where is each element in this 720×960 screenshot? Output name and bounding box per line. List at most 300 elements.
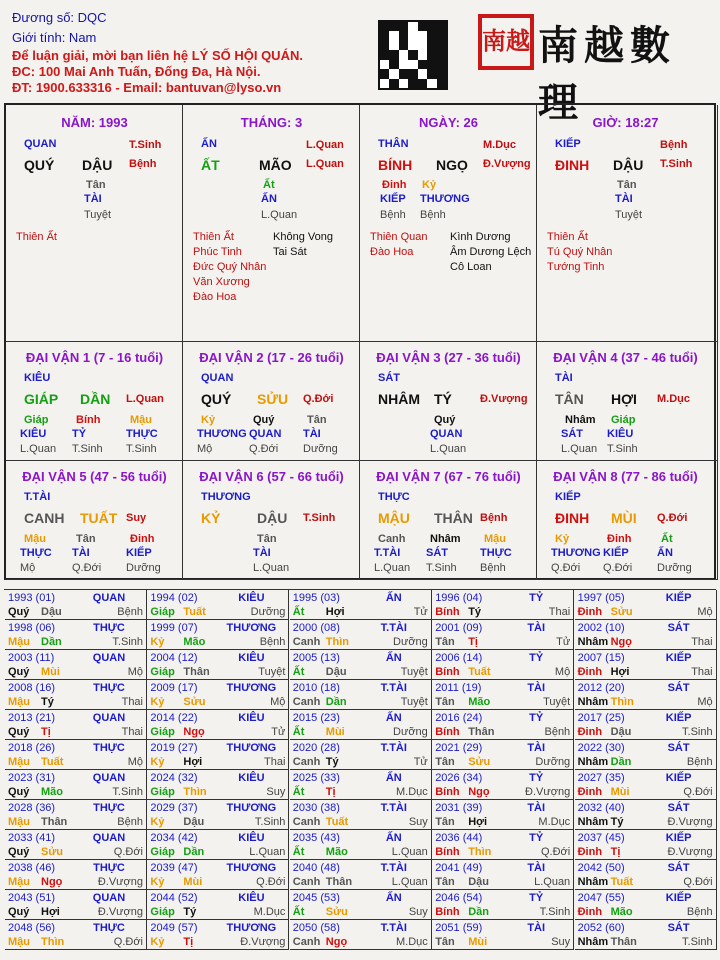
year-cell [5,770,147,800]
dv-hidden-stage: Q.Đới [603,562,633,574]
year-label: 2048 (56) [8,922,56,934]
year-god: TÀI [527,862,546,874]
year-can: Nhâm [577,816,609,828]
year-can: Mậu [8,876,30,888]
year-label: 2039 (47) [150,862,198,874]
year-chi: Tuất [41,756,64,768]
year-stage: Đ.Vượng [97,906,143,918]
dai-van-stage: M.Dục [657,393,690,405]
year-can: Canh [292,756,321,768]
year-god: THƯƠNG [226,922,277,934]
year-can: Mậu [8,756,30,768]
year-god: TÀI [527,802,546,814]
dai-van-title: ĐẠI VẬN 3 (27 - 36 tuổi) [376,350,521,365]
year-cell [575,920,717,950]
year-stage: Tuyệt [258,666,286,678]
year-can: Quý [8,786,30,798]
dv-hidden-god: KIẾP [126,547,152,559]
red-seal-stamp: 南越 [478,14,534,70]
dai-van-title: ĐẠI VẬN 2 (17 - 26 tuổi) [199,350,344,365]
year-can: Mậu [8,636,30,648]
dv-hidden-stage: Q.Đới [249,443,279,455]
year-cell [575,860,717,890]
dai-van-stage: Suy [126,512,147,524]
dv-hidden-stage: Q.Đới [72,562,102,574]
year-god: TỶ [529,892,544,904]
star-left: Đào Hoa [193,291,237,303]
star-right: Cô Loan [450,261,492,273]
year-stage: Đ.Vượng [240,936,286,948]
year-can: Quý [8,846,30,858]
pillar-god: QUAN [24,138,57,150]
year-cell [432,800,574,830]
owner-line: Đương số: DQC [12,10,107,25]
dv-hidden-stage: L.Quan [253,562,290,574]
dv-hidden-can: Mậu [130,414,152,426]
dai-van-title: ĐẠI VẬN 6 (57 - 66 tuổi) [199,469,344,484]
year-stage: Thai [121,696,143,708]
year-label: 2045 (53) [292,892,340,904]
year-cell [432,770,574,800]
pillar-can: ẤT [201,157,220,173]
year-god: ẤN [385,772,402,784]
hidden-stage: Tuyệt [84,209,112,221]
star-left: Văn Xương [193,276,250,288]
year-cell [575,830,717,860]
year-chi: Tị [468,636,478,648]
year-stage: T.Sinh [682,936,713,948]
year-can: Ất [292,906,305,918]
dv-hidden-god: T.TÀI [374,547,401,559]
year-can: Bính [435,606,460,618]
year-cell [5,740,147,770]
year-label: 2021 (29) [435,742,483,754]
year-god: ẤN [385,592,402,604]
year-chi: Hợi [183,756,203,768]
dv-hidden-stage: T.Sinh [607,443,638,455]
year-chi: Mão [325,846,348,858]
dv-hidden-can: Quý [253,414,275,426]
year-label: 2023 (31) [8,772,56,784]
year-label: 2025 (33) [292,772,340,784]
dai-van-stage: Q.Đới [657,512,688,524]
hidden-stage: Tuyệt [615,209,643,221]
star-left: Thiên Ất [547,231,588,243]
qr-code[interactable] [378,20,448,90]
year-cell [290,830,432,860]
year-label: 2022 (30) [577,742,625,754]
dv-hidden-stage: Dưỡng [126,562,161,574]
year-chi: Tuất [468,666,491,678]
year-stage: M.Dục [396,786,428,798]
dai-van-can: QUÝ [201,391,232,407]
year-can: Bính [435,726,460,738]
year-chi: Dậu [41,606,62,618]
year-label: 2033 (41) [8,832,56,844]
year-can: Mậu [8,816,30,828]
year-stage: Q.Đới [256,876,286,888]
year-cell [290,740,432,770]
year-can: Kỷ [150,876,165,888]
dai-van-cell [360,342,537,461]
dv-hidden-can: Giáp [611,414,636,426]
year-cell [147,620,289,650]
year-god: THỰC [93,682,125,694]
dv-hidden-god: ẤN [657,547,673,559]
dai-van-god: THƯƠNG [201,491,251,503]
year-cell [5,860,147,890]
year-label: 1996 (04) [435,592,483,604]
year-stage: L.Quan [391,876,428,888]
year-chi: Thân [610,936,637,948]
year-god: TÀI [527,622,546,634]
year-chi: Tý [468,606,482,618]
dai-van-can: ĐINH [555,510,590,526]
year-stage: Dưỡng [393,636,428,648]
year-stage: L.Quan [534,876,571,888]
year-cell [432,650,574,680]
year-label: 2014 (22) [150,712,198,724]
dai-van-chi: THÂN [434,510,473,526]
pillar-cell [537,105,718,342]
year-stage: Suy [408,816,428,828]
year-chi: Mùi [610,786,630,798]
dv-hidden-god: THƯƠNG [197,428,247,440]
year-label: 2019 (27) [150,742,198,754]
dv-hidden-can: Tân [257,533,277,545]
dai-van-chi: HỢI [611,391,637,407]
year-god: KIÊU [238,652,265,664]
year-chi: Tị [610,846,621,858]
year-stage: Mộ [697,696,713,708]
year-can: Đinh [577,906,603,918]
dv-hidden-stage: T.Sinh [72,443,103,455]
dai-van-god: T.TÀI [24,491,51,503]
year-cell [575,890,717,920]
hidden-stage: Bệnh [380,209,406,221]
dai-van-cell [183,342,360,461]
year-chi: Dậu [183,816,205,828]
year-god: THỰC [93,802,125,814]
year-god: KIÊU [238,832,265,844]
year-can: Tân [435,756,455,768]
year-can: Bính [435,846,460,858]
year-stage: Tử [556,636,571,648]
dv-hidden-god: KIẾP [603,547,629,559]
year-stage: L.Quan [249,846,286,858]
year-god: T.TÀI [380,682,407,694]
year-can: Bính [435,906,460,918]
year-can: Bính [435,666,460,678]
year-can: Nhâm [577,696,609,708]
year-god: KIÊU [238,712,265,724]
year-cell [147,770,289,800]
year-can: Đinh [577,606,603,618]
pillar-title: NĂM: 1993 [61,115,128,130]
hidden-can: Đinh [382,179,407,191]
year-can: Kỷ [150,936,165,948]
dv-hidden-god: QUAN [430,428,463,440]
year-god: THƯƠNG [226,742,277,754]
dv-hidden-can: Mậu [24,533,46,545]
year-cell [575,680,717,710]
year-label: 2044 (52) [150,892,198,904]
year-can: Quý [8,606,30,618]
year-label: 2042 (50) [577,862,625,874]
year-label: 2020 (28) [292,742,340,754]
pillar-can: QUÝ [24,157,55,173]
year-cell [5,680,147,710]
year-stage: Thai [691,636,713,648]
year-chi: Mùi [183,876,203,888]
year-stage: Q.Đới [540,846,571,858]
year-chi: Thân [468,726,495,738]
year-stage: T.Sinh [539,906,571,918]
year-label: 2003 (11) [8,652,55,664]
year-cell [432,620,574,650]
year-stage: Q.Đới [683,786,713,798]
year-chi: Dậu [610,726,632,738]
hidden-god: TÀI [615,193,633,205]
pillar-chi: DẬU [82,157,113,173]
year-chi: Ngọ [325,936,348,948]
dv-hidden-god: THỰC [126,428,158,440]
year-chi: Dần [610,756,632,768]
year-stage: Bệnh [259,636,286,648]
year-stage: Đ.Vượng [667,816,713,828]
year-chi: Ngọ [468,786,490,798]
star-right: Âm Dương Lệch [450,246,532,258]
year-stage: Thai [691,666,713,678]
year-label: 2018 (26) [8,742,56,754]
year-label: 2005 (13) [292,652,340,664]
year-can: Ất [292,846,305,858]
year-can: Kỷ [150,756,165,768]
year-chi: Tý [610,816,624,828]
dv-hidden-god: TÀI [72,547,90,559]
year-label: 2028 (36) [8,802,56,814]
dv-hidden-god: SÁT [426,547,448,559]
dv-hidden-god: THƯƠNG [551,547,601,559]
year-god: THỰC [93,622,125,634]
hidden-stage: Bệnh [420,209,446,221]
dv-hidden-can: Nhâm [565,414,596,426]
year-cell [432,920,574,950]
year-god: QUAN [92,892,126,904]
year-can: Ất [292,786,305,798]
year-stage: Đ.Vượng [525,786,571,798]
pillar-stage: T.Sinh [660,158,693,170]
star-left: Tú Quý Nhân [547,246,613,258]
year-can: Đinh [577,726,603,738]
year-can: Tân [435,816,455,828]
year-can: Giáp [150,786,175,798]
year-label: 2049 (57) [150,922,198,934]
year-stage: Suy [551,936,571,948]
year-god: T.TÀI [380,862,407,874]
year-cell [290,650,432,680]
year-chi: Tị [325,786,336,798]
year-cell [575,740,717,770]
year-stage: Bệnh [686,756,713,768]
year-cell [290,920,432,950]
dv-hidden-god: TÀI [253,547,271,559]
year-label: 2030 (38) [292,802,340,814]
dv-hidden-can: Bính [76,414,101,426]
year-chi: Tị [41,726,51,738]
pillar-chi: DẬU [613,157,644,173]
year-chi: Ngọ [610,636,632,648]
dai-van-can: MẬU [378,510,410,526]
year-cell [147,710,289,740]
year-god: ẤN [385,892,402,904]
year-can: Nhâm [577,876,609,888]
year-can: Đinh [577,666,603,678]
hidden-god: TÀI [84,193,102,205]
pillar-stage: Đ.Vượng [483,158,531,170]
year-chi: Sửu [41,846,64,858]
year-cell [432,740,574,770]
contact-line: Để luận giải, mời bạn liên hệ LÝ SỐ HỘI QUÁN. [12,48,303,63]
pillar-god-stage: Bệnh [660,139,688,151]
year-label: 2029 (37) [150,802,198,814]
year-label: 2046 (54) [435,892,483,904]
year-god: T.TÀI [380,922,407,934]
year-can: Giáp [150,666,175,678]
dv-hidden-stage: Q.Đới [551,562,581,574]
year-cell [575,590,717,620]
year-label: 2040 (48) [292,862,340,874]
year-chi: Tý [41,696,54,708]
year-stage: Bệnh [686,906,713,918]
year-chi: Tý [325,756,339,768]
year-cell [575,770,717,800]
year-stage: Q.Đới [683,876,713,888]
year-stage: Tuyệt [543,696,571,708]
year-god: THƯƠNG [226,682,277,694]
year-stage: L.Quan [391,846,428,858]
year-god: ẤN [385,832,402,844]
year-can: Canh [292,876,321,888]
year-god: KIẾP [665,892,692,904]
dv-hidden-god: KIÊU [607,428,634,440]
year-cell [147,860,289,890]
pillar-cell [360,105,537,342]
dv-hidden-god: THỰC [480,547,512,559]
year-label: 2032 (40) [577,802,625,814]
year-can: Đinh [577,786,603,798]
year-can: Mậu [8,696,30,708]
year-label: 2036 (44) [435,832,483,844]
dai-van-title: ĐẠI VẬN 1 (7 - 16 tuổi) [25,350,164,365]
year-chi: Mão [610,906,633,918]
year-stage: Thai [263,756,286,768]
year-god: QUAN [92,832,126,844]
year-stage: Tuyệt [400,666,428,678]
year-label: 2038 (46) [8,862,56,874]
year-stage: Đ.Vượng [97,876,143,888]
year-cell [432,860,574,890]
year-chi: Tuất [183,606,206,618]
year-chi: Tuất [610,876,633,888]
gender-line: Giới tính: Nam [12,30,97,45]
star-left: Đào Hoa [370,246,414,258]
year-cell [290,800,432,830]
year-chi: Hợi [41,906,60,918]
year-label: 1995 (03) [292,592,340,604]
year-cell [5,620,147,650]
chart-grid [4,103,716,580]
year-can: Tân [435,876,455,888]
dai-van-cell [537,342,718,461]
dv-hidden-stage: Mộ [20,562,36,574]
year-chi: Mão [468,696,491,708]
year-god: KIÊU [238,772,265,784]
pillar-title: THÁNG: 3 [240,115,303,130]
year-god: THỰC [93,862,125,874]
dai-van-chi: TUẤT [80,510,118,526]
year-chi: Tý [183,906,197,918]
year-chi: Hợi [325,606,345,618]
year-cell [290,590,432,620]
year-can: Canh [292,696,321,708]
year-can: Nhâm [577,756,609,768]
year-label: 2008 (16) [8,682,56,694]
phone-email-line[interactable]: ĐT: 1900.633316 - Email: bantuvan@lyso.vn [12,80,282,95]
year-stage: Q.Đới [113,846,143,858]
year-label: 2000 (08) [292,622,340,634]
year-cell [575,800,717,830]
year-can: Quý [8,906,30,918]
pillar-god: THÂN [378,138,409,150]
year-label: 2037 (45) [577,832,625,844]
year-stage: T.Sinh [112,786,143,798]
year-can: Kỷ [150,636,165,648]
year-chi: Thìn [468,846,492,858]
year-god: TỶ [529,772,544,784]
dai-van-god: THỰC [378,491,410,503]
year-chi: Mùi [41,666,60,678]
pillar-god: ẤN [201,138,217,150]
year-chi: Thìn [41,936,65,948]
dv-hidden-stage: Bệnh [480,562,506,574]
year-stage: Dưỡng [535,756,571,768]
year-can: Đinh [577,846,603,858]
year-cell [432,710,574,740]
year-cell [147,800,289,830]
year-stage: Suy [266,786,286,798]
dv-hidden-can: Đinh [130,533,155,545]
year-can: Tân [435,636,455,648]
dai-van-can: TÂN [555,391,584,407]
dv-hidden-god: QUAN [249,428,282,440]
year-stage: M.Dục [396,936,428,948]
hidden-can: Tân [86,179,106,191]
dai-van-god: KIÊU [24,372,51,384]
hidden-god: THƯƠNG [420,193,470,205]
star-right: Kình Dương [450,231,511,243]
year-stage: T.Sinh [254,816,286,828]
year-label: 2043 (51) [8,892,56,904]
dv-hidden-stage: L.Quan [430,443,467,455]
year-can: Giáp [150,906,175,918]
year-stage: Thai [121,726,143,738]
dv-hidden-stage: L.Quan [374,562,411,574]
dai-van-cell [360,461,537,580]
dv-hidden-can: Nhâm [430,533,461,545]
year-label: 2035 (43) [292,832,340,844]
year-chi: Ngọ [41,876,63,888]
